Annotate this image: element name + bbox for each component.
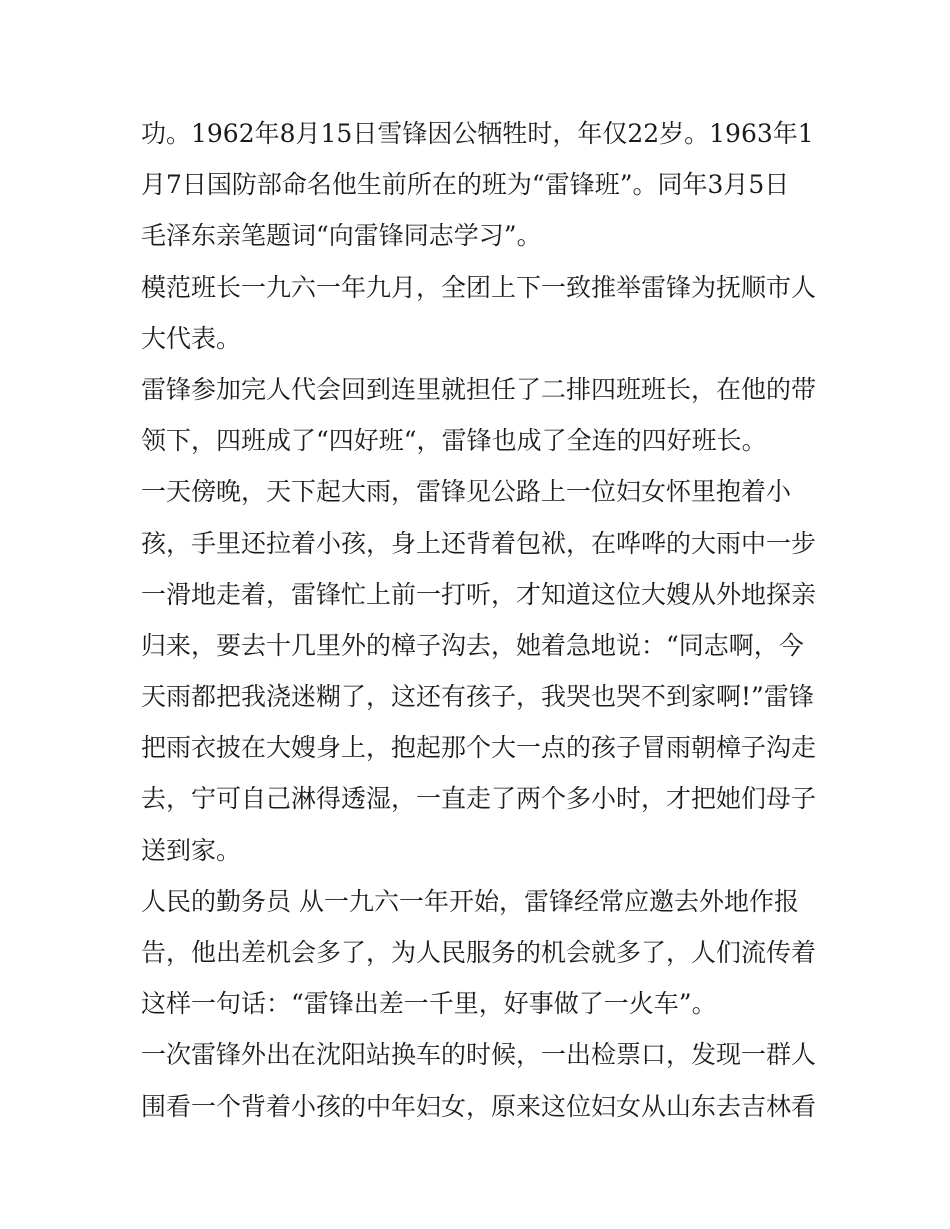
text-line: 一次雷锋外出在沈阳站换车的时候，一出检票口，发现一群人	[141, 1040, 816, 1070]
text-line: 告，他出差机会多了，为人民服务的机会就多了，人们流传着	[141, 938, 816, 967]
text-line: 去，宁可自己淋得透湿，一直走了两个多小时，才把她们母子	[141, 784, 816, 814]
text-line: 人民的勤务员 从一九六一年开始，雷锋经常应邀去外地作报	[141, 886, 799, 916]
text-line: 毛泽东亲笔题词“向雷锋同志学习”。	[141, 221, 542, 251]
text-line: 功。1962年8月15日雪锋因公牺牲时，年仅22岁。1963年1	[141, 119, 814, 148]
text-line: 孩，手里还拉着小孩，身上还背着包袱，在哗哗的大雨中一步	[141, 528, 816, 558]
text-line: 雷锋参加完人代会回到连里就担任了二排四班班长，在他的带	[141, 374, 816, 404]
text-line: 大代表。	[141, 323, 242, 353]
text-line: 送到家。	[141, 835, 242, 865]
text-line: 模范班长一九六一年九月，全团上下一致推举雷锋为抚顺市人	[141, 272, 816, 302]
text-line: 天雨都把我浇迷糊了，这还有孩子，我哭也哭不到家啊!”雷锋	[141, 682, 814, 712]
document-body	[141, 108, 816, 1132]
text-line: 领下，四班成了“四好班“，雷锋也成了全连的四好班长。	[141, 426, 767, 456]
text-line: 一滑地走着，雷锋忙上前一打听，才知道这位大嫂从外地探亲	[141, 579, 816, 609]
text-line: 一天傍晚，天下起大雨，雷锋见公路上一位妇女怀里抱着小	[141, 477, 792, 507]
text-line: 把雨衣披在大嫂身上，抱起那个大一点的孩子冒雨朝樟子沟走	[141, 733, 816, 763]
text-line: 围看一个背着小孩的中年妇女，原来这位妇女从山东去吉林看	[141, 1091, 816, 1121]
text-line: 月7日国防部命名他生前所在的班为“雷锋班”。同年3月5日	[141, 170, 790, 200]
text-line: 这样一句话：“雷锋出差一千里，好事做了一火车”。	[141, 989, 717, 1019]
text-line: 归来，要去十几里外的樟子沟去，她着急地说：“同志啊，今	[141, 630, 804, 660]
